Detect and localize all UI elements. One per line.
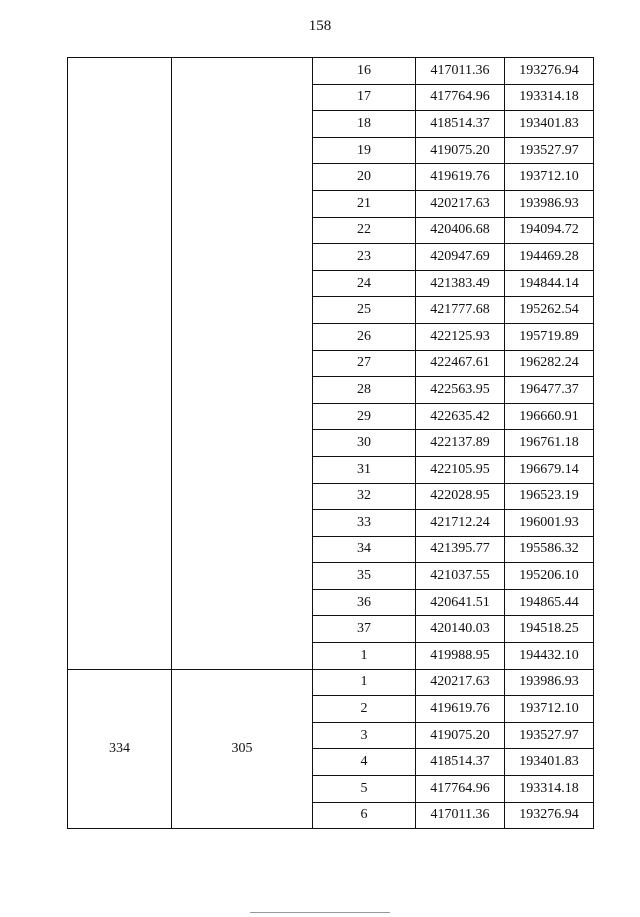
point-number-cell: 24 [313, 270, 416, 297]
x-coordinate-cell: 421777.68 [416, 297, 505, 324]
point-number-cell: 22 [313, 217, 416, 244]
x-coordinate-cell: 422028.95 [416, 483, 505, 510]
point-number-cell: 34 [313, 536, 416, 563]
y-coordinate-cell: 196282.24 [505, 350, 594, 377]
y-coordinate-cell: 196523.19 [505, 483, 594, 510]
x-coordinate-cell: 419619.76 [416, 696, 505, 723]
y-coordinate-cell: 196660.91 [505, 403, 594, 430]
x-coordinate-cell: 421395.77 [416, 536, 505, 563]
point-number-cell: 16 [313, 58, 416, 85]
x-coordinate-cell: 417011.36 [416, 58, 505, 85]
x-coordinate-cell: 419075.20 [416, 137, 505, 164]
point-number-cell: 36 [313, 589, 416, 616]
table-row [68, 58, 594, 85]
y-coordinate-cell: 193276.94 [505, 58, 594, 85]
point-number-cell: 23 [313, 244, 416, 271]
section-b-col2-cell: 305 [172, 669, 313, 829]
x-coordinate-cell: 421712.24 [416, 510, 505, 537]
y-coordinate-cell: 193986.93 [505, 190, 594, 217]
x-coordinate-cell: 420406.68 [416, 217, 505, 244]
point-number-cell: 19 [313, 137, 416, 164]
point-number-cell: 26 [313, 323, 416, 350]
section-a-col2-cell [172, 58, 313, 670]
y-coordinate-cell: 193986.93 [505, 669, 594, 696]
x-coordinate-cell: 420641.51 [416, 589, 505, 616]
y-coordinate-cell: 196477.37 [505, 377, 594, 404]
x-coordinate-cell: 419619.76 [416, 164, 505, 191]
point-number-cell: 28 [313, 377, 416, 404]
x-coordinate-cell: 420217.63 [416, 190, 505, 217]
y-coordinate-cell: 194432.10 [505, 643, 594, 670]
y-coordinate-cell: 194469.28 [505, 244, 594, 271]
section-a-col1-cell [68, 58, 172, 670]
x-coordinate-cell: 422125.93 [416, 323, 505, 350]
point-number-cell: 18 [313, 111, 416, 138]
x-coordinate-cell: 422467.61 [416, 350, 505, 377]
y-coordinate-cell: 195206.10 [505, 563, 594, 590]
y-coordinate-cell: 194518.25 [505, 616, 594, 643]
y-coordinate-cell: 196679.14 [505, 456, 594, 483]
x-coordinate-cell: 421037.55 [416, 563, 505, 590]
x-coordinate-cell: 421383.49 [416, 270, 505, 297]
point-number-cell: 27 [313, 350, 416, 377]
y-coordinate-cell: 193401.83 [505, 111, 594, 138]
coordinates-table [67, 57, 594, 829]
y-coordinate-cell: 193314.18 [505, 84, 594, 111]
y-coordinate-cell: 194094.72 [505, 217, 594, 244]
point-number-cell: 25 [313, 297, 416, 324]
point-number-cell: 3 [313, 722, 416, 749]
point-number-cell: 4 [313, 749, 416, 776]
point-number-cell: 33 [313, 510, 416, 537]
x-coordinate-cell: 417011.36 [416, 802, 505, 829]
x-coordinate-cell: 418514.37 [416, 749, 505, 776]
point-number-cell: 1 [313, 643, 416, 670]
y-coordinate-cell: 195586.32 [505, 536, 594, 563]
x-coordinate-cell: 420217.63 [416, 669, 505, 696]
point-number-cell: 37 [313, 616, 416, 643]
footer-line [250, 912, 390, 913]
point-number-cell: 31 [313, 456, 416, 483]
y-coordinate-cell: 196761.18 [505, 430, 594, 457]
point-number-cell: 21 [313, 190, 416, 217]
point-number-cell: 17 [313, 84, 416, 111]
x-coordinate-cell: 419988.95 [416, 643, 505, 670]
x-coordinate-cell: 422563.95 [416, 377, 505, 404]
section-b-col1-cell: 334 [68, 669, 172, 829]
y-coordinate-cell: 195262.54 [505, 297, 594, 324]
y-coordinate-cell: 195719.89 [505, 323, 594, 350]
x-coordinate-cell: 417764.96 [416, 84, 505, 111]
x-coordinate-cell: 422137.89 [416, 430, 505, 457]
x-coordinate-cell: 422635.42 [416, 403, 505, 430]
y-coordinate-cell: 193527.97 [505, 722, 594, 749]
point-number-cell: 35 [313, 563, 416, 590]
x-coordinate-cell: 422105.95 [416, 456, 505, 483]
point-number-cell: 29 [313, 403, 416, 430]
page-number: 158 [308, 18, 332, 34]
y-coordinate-cell: 193401.83 [505, 749, 594, 776]
x-coordinate-cell: 420140.03 [416, 616, 505, 643]
y-coordinate-cell: 196001.93 [505, 510, 594, 537]
y-coordinate-cell: 193712.10 [505, 164, 594, 191]
coordinates-table-body [68, 58, 594, 829]
y-coordinate-cell: 193712.10 [505, 696, 594, 723]
x-coordinate-cell: 417764.96 [416, 776, 505, 803]
x-coordinate-cell: 418514.37 [416, 111, 505, 138]
point-number-cell: 20 [313, 164, 416, 191]
point-number-cell: 5 [313, 776, 416, 803]
x-coordinate-cell: 419075.20 [416, 722, 505, 749]
y-coordinate-cell: 194844.14 [505, 270, 594, 297]
y-coordinate-cell: 194865.44 [505, 589, 594, 616]
point-number-cell: 30 [313, 430, 416, 457]
point-number-cell: 32 [313, 483, 416, 510]
x-coordinate-cell: 420947.69 [416, 244, 505, 271]
table-row [68, 669, 594, 696]
y-coordinate-cell: 193527.97 [505, 137, 594, 164]
point-number-cell: 2 [313, 696, 416, 723]
y-coordinate-cell: 193276.94 [505, 802, 594, 829]
point-number-cell: 6 [313, 802, 416, 829]
y-coordinate-cell: 193314.18 [505, 776, 594, 803]
point-number-cell: 1 [313, 669, 416, 696]
